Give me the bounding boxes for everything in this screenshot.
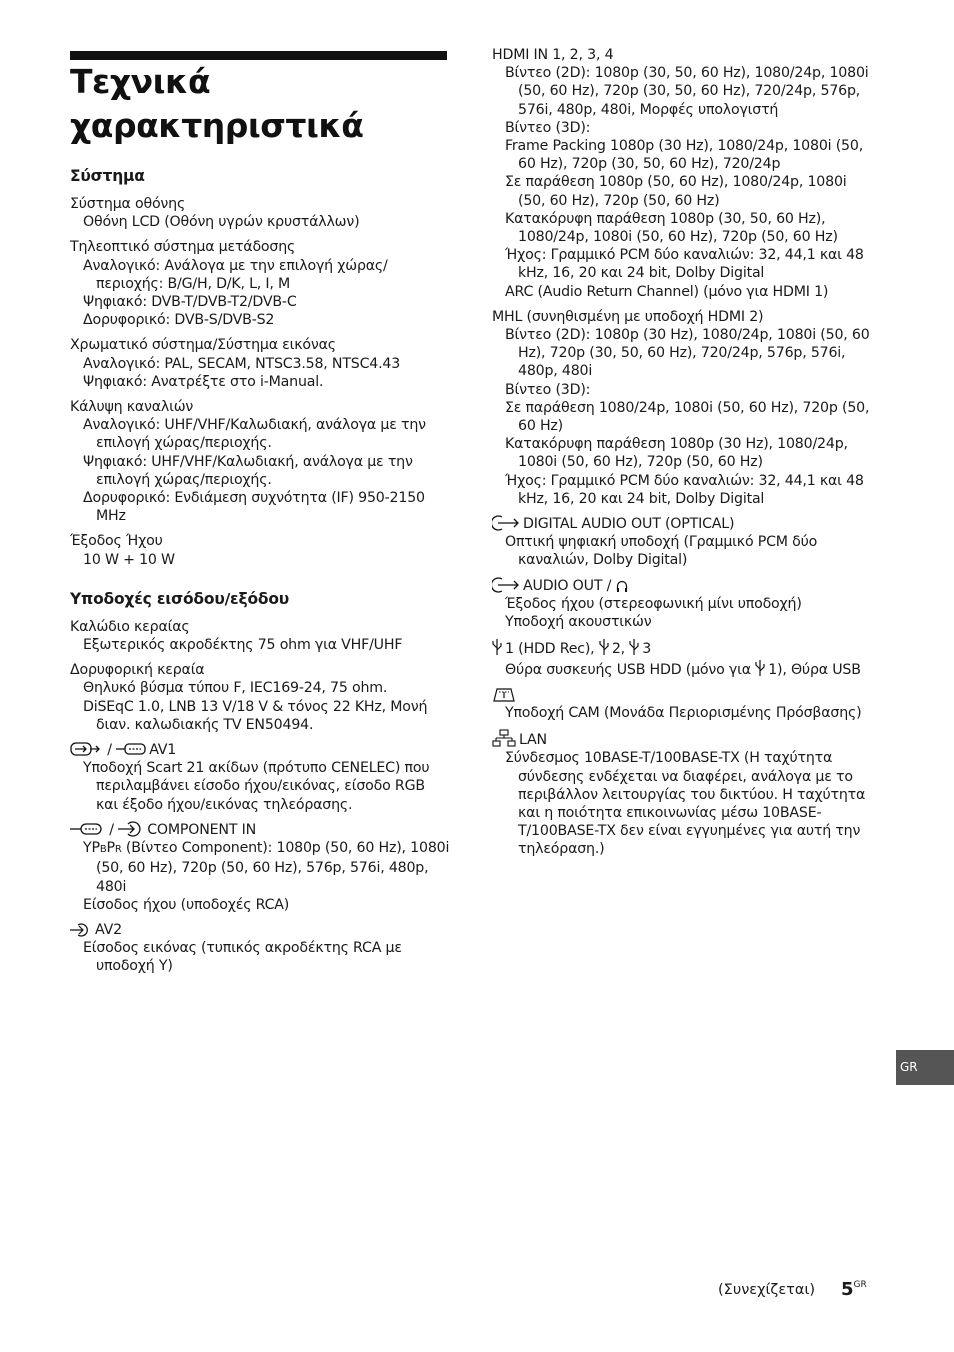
av2-value: Είσοδος εικόνας (τυπικός ακροδέκτης RCA με υποδοχή Y) bbox=[83, 940, 402, 975]
tv-system-digital: Ψηφιακό: DVB-T/DVB-T2/DVB-C bbox=[83, 294, 297, 311]
scart-in-out-icon bbox=[70, 741, 100, 757]
antenna-value: Εξωτερικός ακροδέκτης 75 ohm για VHF/UHF bbox=[83, 637, 403, 654]
usb-icon bbox=[599, 638, 609, 656]
mhl-2d: Βίντεο (2D): 1080p (30 Hz), 1080/24p, 1080i (50, 60 Hz), 720p (30, 50, 60 Hz), 720/24p, 576p, 576i, 480p, 480i bbox=[505, 327, 870, 380]
usb-icon bbox=[629, 638, 639, 656]
av1-value: Υποδοχή Scart 21 ακίδων (πρότυπο CENELEC) που περιλαμβάνει είσοδο ήχου/εικόνας, είσοδο RGB και έξοδο ήχου/εικόνας τηλεόρασης. bbox=[83, 760, 430, 813]
mhl-3d: Βίντεο (3D): bbox=[505, 381, 591, 398]
display-system-group bbox=[70, 195, 450, 231]
component-pr-sub: R bbox=[114, 844, 122, 856]
title-rule bbox=[70, 51, 447, 60]
audio-out-label-line bbox=[492, 577, 877, 595]
hdmi-group bbox=[492, 46, 877, 301]
component-value bbox=[70, 839, 450, 896]
hdmi-label: HDMI IN 1, 2, 3, 4 bbox=[492, 47, 614, 63]
cam-icon-line bbox=[492, 686, 877, 704]
hdmi-3d: Βίντεο (3D): bbox=[505, 119, 591, 136]
usb-value-b: 1), Θύρα USB bbox=[768, 661, 861, 678]
av2-group bbox=[70, 921, 450, 976]
coverage-satellite: Δορυφορικό: Ενδιάμεση συχνότητα (IF) 950-2150 MHz bbox=[83, 490, 425, 525]
hdmi-audio: Ήχος: Γραμμικό PCM δύο καναλιών: 32, 44,1 και 48 kHz, 16, 20 και 24 bit, Dolby Digital bbox=[505, 247, 864, 282]
tv-system-group bbox=[70, 238, 450, 329]
av1-label: AV1 bbox=[149, 742, 177, 759]
component-separator: / bbox=[105, 821, 119, 838]
satellite-antenna-value-2: DiSEqC 1.0, LNB 13 V/18 V & τόνος 22 KHz, Μονή διαν. καλωδιακής TV EN50494. bbox=[83, 698, 428, 733]
tv-system-analog: Αναλογικό: Ανάλογα με την επιλογή χώρας/περιοχής: B/G/H, D/K, L, I, M bbox=[83, 257, 388, 292]
page-number-value: 5 bbox=[841, 1279, 854, 1300]
optical-group bbox=[492, 515, 877, 570]
component-audio: Είσοδος ήχου (υποδοχές RCA) bbox=[83, 896, 290, 913]
hdmi-side-by-side: Σε παράθεση 1080p (50, 60 Hz), 1080/24p, 1080i (50, 60 Hz), 720p (50, 60 Hz) bbox=[505, 174, 847, 209]
av1-label-line bbox=[70, 741, 450, 759]
page-title bbox=[70, 60, 450, 148]
hdmi-2d: Βίντεο (2D): 1080p (30, 50, 60 Hz), 1080/24p, 1080i (50, 60 Hz), 720p (30, 50, 60 Hz), 720/24p, 576p, 576i, 480p, 480i, Μορφές υπολογιστή bbox=[505, 65, 869, 118]
headphones-icon bbox=[616, 579, 628, 593]
color-system-group bbox=[70, 336, 450, 391]
mhl-audio: Ήχος: Γραμμικό PCM δύο καναλιών: 32, 44,1 και 48 kHz, 16, 20 και 24 bit, Dolby Digital bbox=[505, 472, 864, 507]
color-system-label: Χρωματικό σύστημα/Σύστημα εικόνας bbox=[70, 337, 336, 354]
component-value-text: (Βίντεο Component): 1080p (50, 60 Hz), 1080i (50, 60 Hz), 720p (50, 60 Hz), 576p, 576i, 480p, 480i bbox=[96, 840, 450, 895]
coverage-label: Κάλυψη καναλιών bbox=[70, 399, 194, 416]
left-column bbox=[70, 166, 450, 983]
output-icon bbox=[492, 577, 520, 593]
coverage-digital: Ψηφιακό: UHF/VHF/Καλωδιακή, ανάλογα με την επιλογή χώρας/περιοχής. bbox=[83, 453, 413, 488]
cam-slot-icon bbox=[492, 686, 516, 702]
component-pb-sub: B bbox=[99, 844, 107, 856]
tv-system-label: Τηλεοπτικό σύστημα μετάδοσης bbox=[70, 239, 296, 256]
input-icon bbox=[70, 923, 92, 937]
hdmi-top-bottom: Κατακόρυφη παράθεση 1080p (30, 50, 60 Hz), 1080/24p, 1080i (50, 60 Hz), 720p (50, 60 Hz) bbox=[505, 210, 838, 246]
audio-out-label: AUDIO OUT / bbox=[523, 577, 616, 594]
component-y: Y bbox=[83, 840, 92, 857]
sound-output-value: 10 W + 10 W bbox=[83, 551, 175, 568]
color-system-analog: Αναλογικό: PAL, SECAM, NTSC3.58, NTSC4.43 bbox=[83, 355, 401, 372]
audio-out-value-2: Υποδοχή ακουστικών bbox=[505, 614, 652, 631]
mhl-group bbox=[492, 308, 877, 508]
lan-value: Σύνδεσμος 10BASE-T/100BASE-TX (Η ταχύτητα σύνδεσης ενδέχεται να διαφέρει, ανάλογα με το περιβάλλον λειτουργίας του δικτύου. Η ταχύτητα και η ποιότητα επικοινωνίας μέσω 10BASE-T/100BASE-TX δεν είναι εγγυημένες για αυτή την τηλεόραση.) bbox=[505, 750, 866, 858]
page-number bbox=[841, 1279, 867, 1300]
component-pb: P bbox=[91, 840, 100, 857]
audio-out-value-1: Έξοδος ήχου (στερεοφωνική μίνι υποδοχή) bbox=[505, 595, 802, 612]
scart-icon bbox=[116, 741, 146, 757]
component-group bbox=[70, 821, 450, 914]
optical-label: DIGITAL AUDIO OUT (OPTICAL) bbox=[523, 516, 735, 533]
satellite-antenna-label: Δορυφορική κεραία bbox=[70, 662, 205, 679]
page-number-suffix: GR bbox=[853, 1280, 867, 1290]
usb-label-line bbox=[492, 638, 877, 658]
usb-icon bbox=[492, 638, 502, 656]
tv-system-satellite: Δορυφορικό: DVB-S/DVB-S2 bbox=[83, 312, 275, 329]
right-column bbox=[492, 46, 877, 866]
cam-group bbox=[492, 686, 877, 722]
lan-label: LAN bbox=[519, 732, 547, 749]
usb-group bbox=[492, 638, 877, 678]
coverage-analog: Αναλογικό: UHF/VHF/Καλωδιακή, ανάλογα με την επιλογή χώρας/περιοχής. bbox=[83, 417, 426, 452]
usb-value bbox=[492, 659, 877, 679]
optical-label-line bbox=[492, 515, 877, 533]
sound-output-label: Έξοδος Ήχου bbox=[70, 533, 163, 550]
av1-separator: / bbox=[103, 742, 117, 759]
audio-out-group bbox=[492, 577, 877, 632]
lan-group bbox=[492, 729, 877, 858]
mhl-label: MHL (συνηθισμένη με υποδοχή HDMI 2) bbox=[492, 308, 764, 325]
hdmi-frame-packing: Frame Packing 1080p (30 Hz), 1080/24p, 1080i (50, 60 Hz), 720p (30, 50, 60 Hz), 720/24p bbox=[505, 138, 863, 173]
satellite-antenna-value-1: Θηλυκό βύσμα τύπου F, IEC169-24, 75 ohm. bbox=[83, 680, 388, 697]
system-heading: Σύστημα bbox=[70, 167, 145, 185]
display-system-label: Σύστημα οθόνης bbox=[70, 196, 186, 212]
usb-value-a: Θύρα συσκευής USB HDD (μόνο για bbox=[505, 661, 756, 678]
network-icon bbox=[492, 729, 516, 747]
component-label-line bbox=[70, 821, 450, 839]
antenna-label: Καλώδιο κεραίας bbox=[70, 618, 190, 635]
component-icon bbox=[70, 821, 102, 837]
mhl-top-bottom: Κατακόρυφη παράθεση 1080p (30 Hz), 1080/24p, 1080i (50, 60 Hz), 720p (50, 60 Hz) bbox=[505, 436, 848, 471]
title-line-2: χαρακτηριστικά bbox=[70, 106, 364, 145]
av1-group bbox=[70, 741, 450, 814]
usb-2-label: 2, bbox=[611, 641, 630, 658]
output-icon bbox=[492, 515, 520, 531]
color-system-digital: Ψηφιακό: Ανατρέξτε στο i-Manual. bbox=[83, 373, 324, 390]
usb-1-label: 1 (HDD Rec), bbox=[505, 641, 599, 658]
coverage-group bbox=[70, 398, 450, 525]
mhl-side-by-side: Σε παράθεση 1080/24p, 1080i (50, 60 Hz), 720p (50, 60 Hz) bbox=[505, 399, 870, 435]
display-system-value: Οθόνη LCD (Οθόνη υγρών κρυστάλλων) bbox=[83, 214, 360, 231]
io-heading: Υποδοχές εισόδου/εξόδου bbox=[70, 589, 290, 608]
usb-3-label: 3 bbox=[642, 641, 652, 658]
av2-label: AV2 bbox=[95, 921, 122, 938]
component-pr: P bbox=[106, 840, 115, 857]
title-line-1: Τεχνικά bbox=[70, 62, 211, 101]
av2-label-line bbox=[70, 921, 450, 939]
cam-value: Υποδοχή CAM (Μονάδα Περιορισμένης Πρόσβασης) bbox=[505, 704, 862, 721]
usb-icon bbox=[755, 659, 765, 677]
language-tab: GR bbox=[896, 1050, 954, 1085]
sound-output-group bbox=[70, 532, 450, 568]
optical-value: Οπτική ψηφιακή υποδοχή (Γραμμικό PCM δύο καναλιών, Dolby Digital) bbox=[505, 534, 818, 569]
continued-label: (Συνεχίζεται) bbox=[718, 1282, 816, 1298]
hdmi-arc: ARC (Audio Return Channel) (μόνο για HDMI 1) bbox=[505, 283, 829, 300]
input-icon bbox=[118, 821, 144, 837]
lan-label-line bbox=[492, 729, 877, 749]
antenna-group bbox=[70, 618, 450, 654]
satellite-antenna-group bbox=[70, 661, 450, 734]
component-label: COMPONENT IN bbox=[147, 821, 257, 838]
